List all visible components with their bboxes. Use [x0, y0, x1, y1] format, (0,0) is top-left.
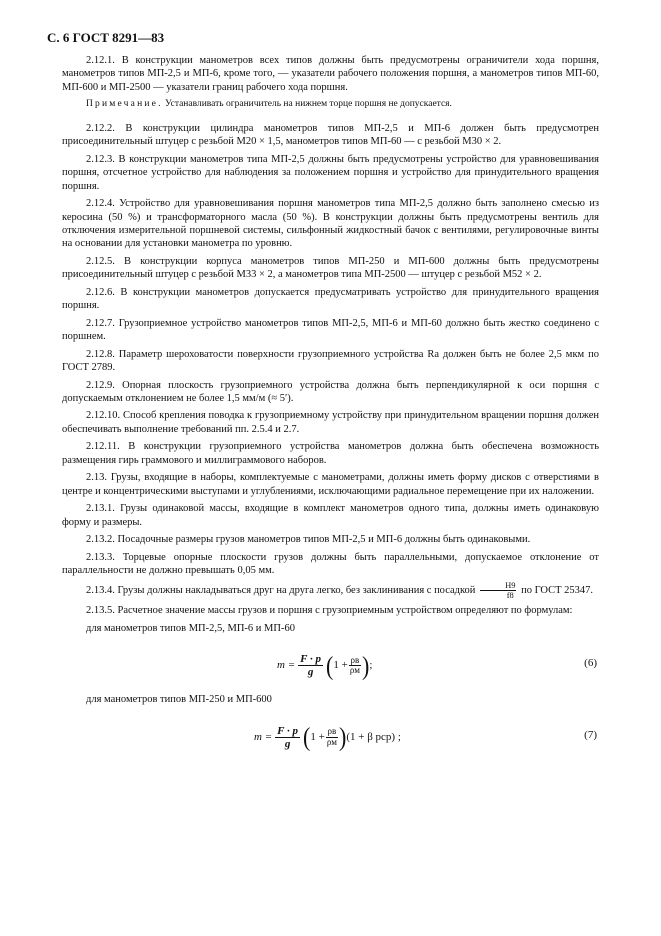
paragraph-2-12-10: 2.12.10. Способ крепления поводка к грузоприемному устройству при принудительном вращении поршня должен обеспечивать выполнение требований пп. 2.5.4 и 2.7. — [62, 410, 599, 435]
formula-7-intro: для манометров типов МП-250 и МП-600 — [86, 694, 272, 706]
fit-fraction — [480, 581, 516, 600]
formula-6-denominator: g — [307, 666, 314, 679]
formula-7-expression — [254, 721, 401, 752]
paragraph-2-12-6: 2.12.6. В конструкции манометров допускается предусматривать устройство для принудительного вращения поршня. — [62, 286, 599, 312]
paragraph-2-12-8: 2.12.8. Параметр шероховатости поверхности грузоприемного устройства Ra должен быть не более 2,5 мкм по ГОСТ 2789. — [62, 348, 599, 374]
formula-6-right-paren: ) — [362, 650, 370, 681]
formula-6-rho-air: ρв — [350, 654, 360, 665]
fit-text-before: 2.13.4. Грузы должны накладываться друг на друга легко, без заклинивания с посадкой — [86, 585, 479, 597]
paragraph-2-12-4: 2.12.4. Устройство для уравновешивания поршня манометров типа МП-2,5 должно быть заполнено смесью из керосина (50 %) и трансформаторного масла (50 %). В конструкции должны быть предусмотрены вентиль для отключения измерительной поршневой системы, сильфонный жидкостный бачок с вентилями, регулировочные винты на основании для установки манометра по уровню. — [62, 198, 599, 250]
formula-6-lhs: m = — [277, 659, 296, 672]
paragraph-2-13: 2.13. Грузы, входящие в наборы, комплектуемые с манометрами, должны иметь форму дисков с отверстиями в центре и концентрическими выступами и углублениями, исключающими радиальное перемещение при их наложении. — [62, 472, 599, 497]
formula-7-number: (7) — [584, 728, 597, 741]
formula-7-density-fraction — [326, 727, 338, 747]
formula-6-rho-oil: ρм — [349, 665, 360, 676]
paragraph-2-12-7: 2.12.7. Грузоприемное устройство манометров типов МП-2,5, МП-6 и МП-60 должно быть жестко соединено с поршнем. — [62, 317, 599, 343]
paragraph-2-12-5: 2.12.5. В конструкции корпуса манометров типов МП-250 и МП-600 должны быть предусмотрены присоединительный штуцер с резьбой М33 × 2, а манометров типа МП-2500 — штуцер с резьбой М52 × 2. — [62, 255, 599, 281]
formula-7-right-paren: ) — [339, 721, 347, 752]
formula-7-rho-air: ρв — [327, 726, 337, 737]
fit-fraction-denominator: f8 — [506, 590, 514, 601]
fit-fraction-numerator: H9 — [480, 581, 516, 591]
formula-7 — [62, 721, 599, 757]
formula-7-left-paren: ( — [303, 721, 311, 752]
formula-6-left-paren: ( — [326, 650, 334, 681]
paragraph-2-12-1: 2.12.1. В конструкции манометров всех типов должны быть предусмотрены ограничители хода поршня, манометров типов МП-2,5 и МП-6, кроме того, — указатели рабочего положения поршня, а манометров типов МП-60, МП-600 и МП-2500 — указатели границ рабочего хода поршня. — [62, 55, 599, 93]
formula-6-density-fraction — [349, 656, 361, 676]
paragraph-2-13-1: 2.13.1. Грузы одинаковой массы, входящие в комплект манометров одного типа, должны иметь одинаковую форму и размеры. — [62, 503, 599, 528]
formula-6-number: (6) — [584, 657, 597, 670]
formula-6-main-fraction — [298, 653, 323, 678]
formula-6-intro: для манометров типов МП-2,5, МП-6 и МП-60 — [86, 622, 295, 634]
paragraph-2-13-4 — [62, 581, 599, 600]
document-body — [62, 54, 599, 765]
formula-7-tail: (1 + β pср) ; — [346, 730, 401, 743]
note — [62, 98, 599, 111]
formula-6-tail: ; — [369, 659, 373, 672]
formula-7-denominator: g — [284, 737, 291, 750]
paragraph-2-13-2: 2.13.2. Посадочные размеры грузов манометров типов МП-2,5 и МП-6 должны быть одинаковыми. — [86, 534, 531, 546]
formula-6 — [62, 649, 599, 685]
paragraph-2-13-3: 2.13.3. Торцевые опорные плоскости грузов должны быть параллельными, допускаемое отклонение от параллельности не должно превышать 0,05 мм. — [62, 551, 599, 576]
paragraph-2-12-2: 2.12.2. В конструкции цилиндра манометров типов МП-2,5 и МП-6 должен быть предусмотрен присоединительный штуцер с резьбой М20 × 1,5, манометров типов МП-60 — с резьбой М30 × 2. — [62, 122, 599, 148]
formula-7-main-fraction — [275, 725, 300, 750]
paragraph-2-13-5: 2.13.5. Расчетное значение массы грузов и поршня с грузоприемным устройством определяют по формулам: — [86, 605, 573, 617]
formula-7-numerator: F · p — [277, 724, 299, 737]
formula-7-one-plus: 1 + — [310, 730, 325, 743]
formula-7-lhs: m = — [254, 730, 273, 743]
formula-6-numerator: F · p — [300, 653, 322, 666]
note-label: Примечание. — [86, 99, 163, 110]
formula-7-rho-oil: ρм — [326, 736, 337, 747]
formula-6-expression — [277, 650, 373, 681]
formula-6-one-plus: 1 + — [333, 659, 348, 672]
page-header: С. 6 ГОСТ 8291—83 — [47, 30, 165, 45]
paragraph-2-12-3: 2.12.3. В конструкции манометров типа МП-2,5 должны быть предусмотрены устройство для уравновешивания поршня, отсчетное устройство для наблюдения за положением поршня и устройство для принудительного вращения поршня. — [62, 153, 599, 192]
paragraph-2-12-11: 2.12.11. В конструкции грузоприемного устройства манометров должна быть обеспечена возможность размещения гирь граммового и миллиграммового наборов. — [62, 441, 599, 466]
fit-text-after: по ГОСТ 25347. — [518, 585, 594, 597]
note-text: Устанавливать ограничитель на нижнем торце поршня не допускается. — [162, 99, 452, 110]
paragraph-2-12-9: 2.12.9. Опорная плоскость грузоприемного устройства должна быть перпендикулярной к оси поршня с допускаемым отклонением не более 1,5 мм/м (≈ 5′). — [62, 379, 599, 404]
